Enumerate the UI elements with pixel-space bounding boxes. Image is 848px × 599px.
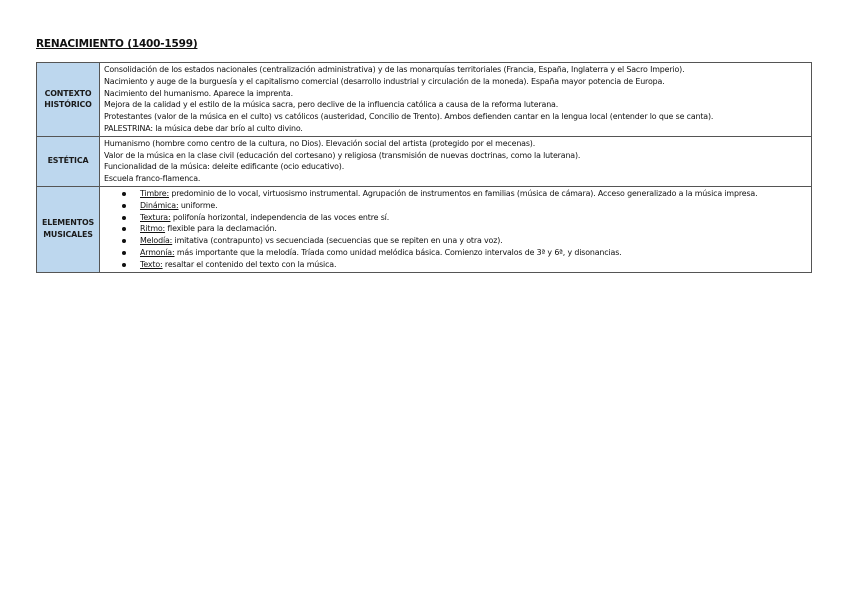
content-line: Humanismo (hombre como centro de la cultura, no Dios). Elevación social del artista (protegido por el mecenas). [104, 138, 536, 148]
document-title: RENACIMIENTO (1400-1599) [36, 38, 198, 50]
row-header-elementos [37, 186, 100, 272]
list-item-text: más importante que la melodía. Tríada como unidad melódica básica. Comienzo intervalos de 3ª y 6ª, y disonancias. [174, 247, 622, 257]
content-line: Funcionalidad de la música: deleite edificante (ocio educativo). [104, 162, 345, 172]
list-item-term: Texto: [140, 259, 163, 269]
list-item-text: flexible para la declamación. [165, 224, 277, 234]
list-item-term: Textura: [140, 212, 171, 222]
list-item-text: resaltar el contenido del texto con la música. [162, 259, 337, 269]
musical-elements-list [104, 188, 808, 271]
table-row-estetica [37, 136, 812, 186]
content-line: Nacimiento del humanismo. Aparece la imprenta. [104, 88, 293, 98]
content-line: Nacimiento y auge de la burguesía y el capitalismo comercial (desarrollo industrial y circulación de la moneda). España mayor potencia de Europa. [104, 76, 665, 86]
list-item-text: predominio de lo vocal, virtuosismo instrumental. Agrupación de instrumentos en familias (música de cámara). Acceso generalizado a la música impresa. [169, 188, 758, 198]
list-item-text: polifonía horizontal, independencia de las voces entre sí. [170, 212, 390, 222]
list-item [140, 247, 808, 259]
row-content-elementos [100, 186, 812, 272]
list-item [140, 188, 808, 200]
row-header-line: ESTÉTICA [47, 156, 89, 166]
list-item [140, 259, 808, 271]
content-line: Escuela franco-flamenca. [104, 174, 201, 184]
list-item-text: imitativa (contrapunto) vs secuenciada (secuencias que se repiten en una y otra voz). [172, 236, 503, 246]
table-row-elementos [37, 186, 812, 272]
content-line: Valor de la música en la clase civil (educación del cortesano) y religiosa (transmisión de nuevas doctrinas, como la luterana). [104, 150, 581, 160]
content-line: Consolidación de los estados nacionales (centralización administrativa) y de las monarquías territoriales (Francia, España, Inglaterra y el Sacro Imperio). [104, 65, 685, 74]
content-line: Mejora de la calidad y el estilo de la música sacra, pero declive de la influencia católica a causa de la reforma luterana. [104, 100, 559, 110]
table-row-contexto [37, 63, 812, 137]
list-item-term: Melodía: [140, 236, 173, 246]
row-content-contexto [100, 63, 812, 137]
row-header-line: ELEMENTOS [41, 218, 95, 228]
list-item [140, 212, 808, 224]
list-item-term: Timbre: [140, 188, 169, 198]
list-item [140, 223, 808, 235]
list-item-term: Armonía: [140, 247, 175, 257]
content-line: PALESTRINA: la música debe dar brío al culto divino. [104, 123, 303, 133]
list-item [140, 200, 808, 212]
row-header-estetica [37, 136, 100, 186]
row-header-contexto [37, 63, 100, 137]
list-item-term: Dinámica: [140, 200, 179, 210]
list-item [140, 235, 808, 247]
list-item-text: uniforme. [178, 200, 218, 210]
row-content-estetica [100, 136, 812, 186]
renaissance-summary-table [36, 62, 812, 273]
row-header-line: MUSICALES [43, 230, 93, 240]
list-item-term: Ritmo: [140, 224, 166, 234]
row-header-line: CONTEXTO [44, 88, 92, 98]
content-line: Protestantes (valor de la música en el culto) vs católicos (austeridad, Concilio de Trento). Ambos defienden cantar en la lengua local (entender lo que se canta). [104, 112, 714, 122]
row-header-line: HISTÓRICO [44, 100, 92, 110]
